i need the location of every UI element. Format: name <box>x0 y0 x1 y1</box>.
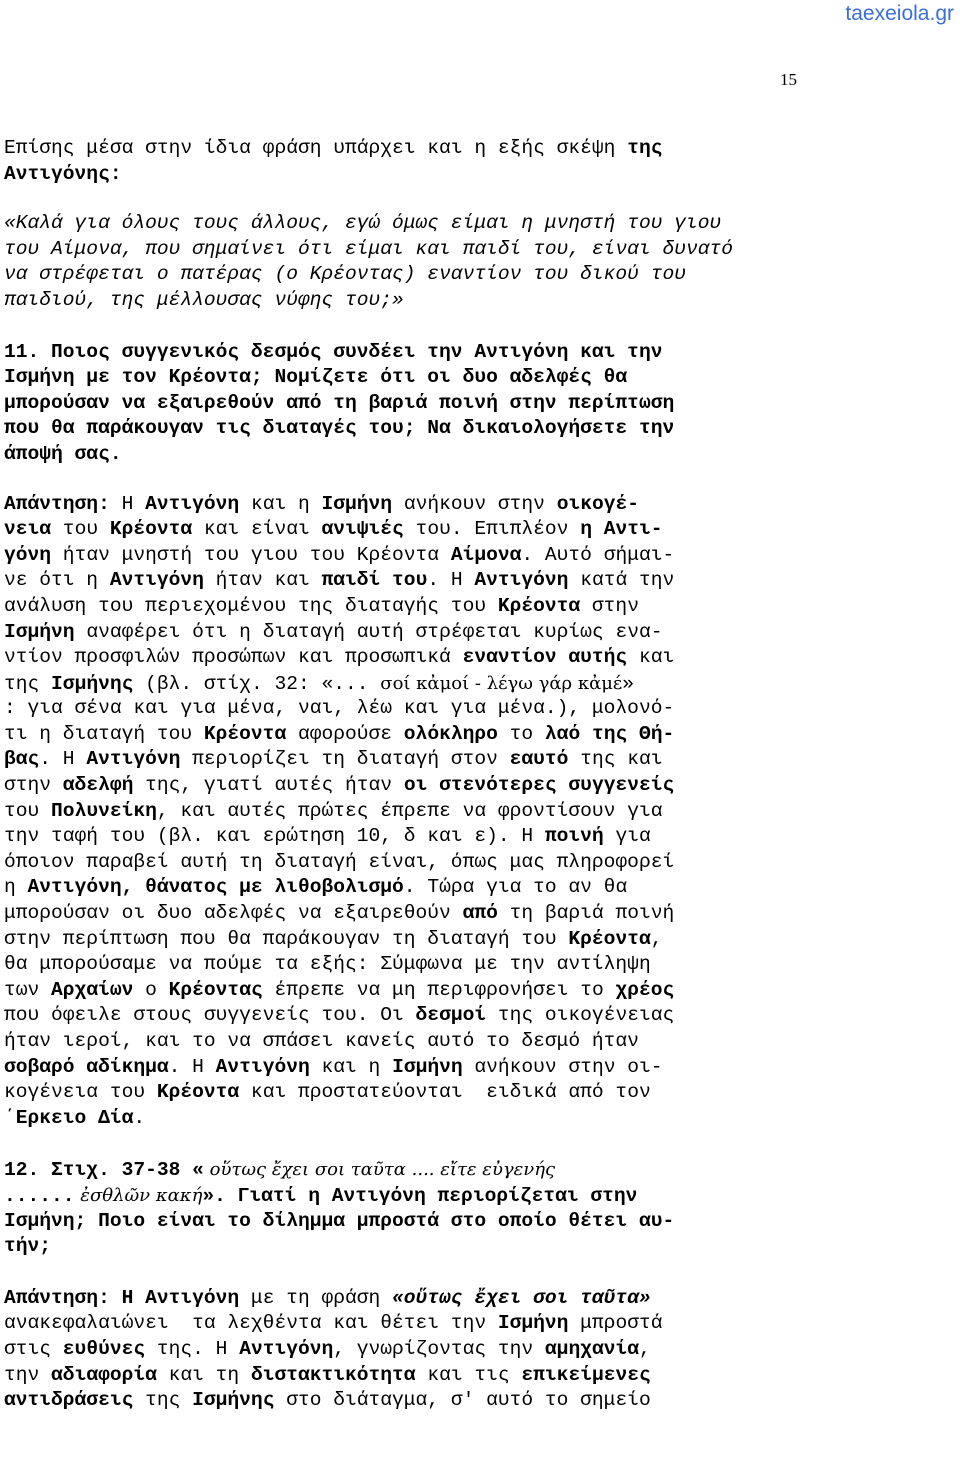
text-line <box>4 671 796 697</box>
text-line <box>4 799 796 825</box>
text-run: «οὕτως ἔχει σοι ταῦτα» <box>392 1286 651 1309</box>
text-run: στην <box>580 594 639 617</box>
text-run: Αντιγόνη <box>474 569 569 592</box>
text-run: οικογέ- <box>556 492 639 515</box>
text-run: χρέος <box>615 978 675 1001</box>
text-run: γόνη <box>4 543 52 566</box>
text-line <box>4 824 796 850</box>
text-run: Ισμήνη με τον Κρέοντα; Νομίζετε ότι οι δυο αδελφές θα <box>4 366 628 389</box>
text-line <box>4 442 796 468</box>
text-line <box>4 1106 796 1132</box>
text-run: και <box>627 646 675 669</box>
text-run: παιδί του <box>321 569 428 592</box>
text-run: και η <box>309 1055 393 1078</box>
text-run: στην περίπτωση που θα παράκουγαν τη διαταγή του <box>4 927 569 950</box>
text-run: της <box>4 672 52 695</box>
text-run: Ισμήνη <box>4 620 75 643</box>
text-run: δεσμοί <box>415 1004 487 1027</box>
text-run: της <box>627 137 663 159</box>
text-run: , γνωρίζοντας την <box>333 1337 545 1360</box>
text-line <box>4 773 796 799</box>
text-run: και προστατεύονται ειδικά από τον <box>239 1081 651 1104</box>
text-line <box>4 747 796 773</box>
text-run: λαό της Θή- <box>544 722 675 745</box>
text-run: κατά την <box>568 569 675 592</box>
text-run: . Αυτό σήμαι- <box>521 543 675 566</box>
text-run: νεια <box>4 518 52 541</box>
text-run: του <box>4 799 52 822</box>
text-line <box>4 1183 796 1209</box>
text-run: του. Επιπλέον <box>403 518 581 541</box>
text-run: Αντιγόνης: <box>4 162 122 185</box>
text-line <box>4 543 796 569</box>
text-line <box>4 340 796 366</box>
text-run: στην <box>4 774 63 797</box>
text-run: περιορίζει τη διαταγή στον <box>180 748 510 771</box>
text-line <box>4 901 796 927</box>
text-run: ανάλυση του περιεχομένου της διαταγής του <box>4 594 498 617</box>
text-line <box>4 162 796 188</box>
text-run: «Καλά για όλους τους άλλους, εγώ όμως είμαι η μνηστή του γιου <box>4 212 722 235</box>
text-run: αμηχανία <box>544 1337 639 1360</box>
text-run: ανήκουν στην <box>392 492 557 515</box>
text-run: Επίσης μέσα στην ίδια φράση υπάρχει και η εξής σκέψη <box>4 137 628 159</box>
text-run: ἐσθλῶν κακή <box>74 1184 203 1206</box>
text-run: στο διάταγμα, σ′ αυτό το σημείο <box>274 1389 651 1412</box>
text-run: εναντίον αυτής <box>462 646 628 669</box>
text-run: Αντιγόνη <box>109 569 204 592</box>
text-line <box>4 1234 796 1260</box>
text-run: των <box>4 978 52 1001</box>
text-run: Αντιγόνη <box>86 748 181 771</box>
text-run: κογένεια του <box>4 1081 157 1104</box>
text-run: . <box>133 1106 146 1129</box>
text-line <box>4 722 796 748</box>
text-run: της. Η <box>145 1337 240 1360</box>
text-run: : για σένα και για μένα, ναι, λέω και για μένα.), μολονό- <box>4 697 675 720</box>
text-run: της, γιατί αυτές ήταν <box>133 774 404 797</box>
text-run: και είναι <box>192 518 322 541</box>
text-run: του <box>51 518 110 541</box>
text-run: που όφειλε στους συγγενείς του. Οι <box>4 1004 416 1027</box>
text-run: . Η <box>168 1055 216 1078</box>
text-run: επικείμενες <box>521 1363 651 1386</box>
text-run: βας <box>4 748 40 771</box>
text-run: Κρέοντα <box>497 594 581 617</box>
text-run: να στρέφεται ο πατέρας (ο Κρέοντας) εναντίον του δικού του <box>4 263 686 286</box>
text-run: νε ότι η <box>4 569 110 592</box>
text-line <box>4 136 796 162</box>
text-line <box>4 1388 796 1414</box>
text-run: Απάντηση: Η Αντιγόνη <box>4 1286 240 1309</box>
text-run: Ισμήνη; Ποιο είναι το δίλημμα μπροστά στο οποίο θέτει αυ- <box>4 1209 675 1232</box>
text-run: , και αυτές πρώτες έπρεπε να φροντίσουν για <box>156 799 663 822</box>
text-run: (βλ. στίχ. 32: «... <box>133 672 381 695</box>
text-run: ευθύνες <box>62 1337 146 1360</box>
text-line <box>4 1029 796 1055</box>
text-line <box>4 850 796 876</box>
text-line <box>4 517 796 543</box>
text-run: της και <box>568 748 663 771</box>
text-run: σοβαρό αδίκημα <box>4 1055 169 1078</box>
text-run: Αντιγόνη <box>145 492 240 515</box>
text-run: . Η <box>427 569 475 592</box>
text-line <box>4 952 796 978</box>
text-line <box>4 594 796 620</box>
page-number: 15 <box>780 70 797 89</box>
text-run: Αρχαίων <box>51 978 134 1001</box>
text-run: ανήκουν στην οι- <box>462 1055 663 1078</box>
text-run: ...... <box>4 1184 75 1207</box>
paragraph-gap <box>4 1131 796 1157</box>
text-run: ποινή <box>544 825 604 848</box>
text-run: Κρέοντας <box>168 978 263 1001</box>
text-run: σοί κἀμοί - λέγω γάρ κἀμέ <box>380 672 623 694</box>
text-line <box>4 391 796 417</box>
text-run: αφορούσε <box>286 722 404 745</box>
text-run: 12. Στιχ. 37-38 « <box>4 1159 204 1182</box>
text-line <box>4 416 796 442</box>
text-run: Κρέοντα <box>568 927 651 950</box>
text-run: Ισμήνης <box>192 1389 275 1412</box>
text-run: αντιδράσεις <box>4 1389 134 1412</box>
text-run: έπρεπε να μη περιφρονήσει το <box>262 978 616 1001</box>
text-run: ». Γιατί η Αντιγόνη περιορίζεται στην <box>202 1184 638 1207</box>
text-run: τήν; <box>4 1235 52 1258</box>
text-line <box>4 978 796 1004</box>
text-run: μπορούσαν οι δυο αδελφές να εξαιρεθούν <box>4 902 463 925</box>
text-run: ήταν μνηστή του γιου του Κρέοντα <box>51 543 451 566</box>
text-run: στις <box>4 1337 63 1360</box>
text-run: ολόκληρο <box>403 722 498 745</box>
text-run: μπορούσαν να εξαιρεθούν από τη βαριά ποινή στην περίπτωση <box>4 391 675 414</box>
text-line <box>4 1003 796 1029</box>
paragraph-gap <box>4 468 796 492</box>
text-run: Πολυνείκη <box>51 799 157 822</box>
text-run: , <box>639 1337 651 1360</box>
text-run: παιδιού, της μέλλουσας νύφης του;» <box>4 288 404 311</box>
text-line <box>4 1363 796 1389</box>
text-run: οὕτως ἔχει σοι ταῦτα .... εἴτε εὐγενής <box>203 1159 556 1181</box>
text-run: με τη φράση <box>239 1286 393 1309</box>
text-run: ήταν ιεροί, και το να σπάσει κανείς αυτό το δεσμό ήταν <box>4 1030 639 1052</box>
text-run: που θα παράκουγαν τις διαταγές του; Να δικαιολογήσετε την <box>4 417 675 440</box>
text-run: άποψή σας. <box>4 442 122 465</box>
text-run: η <box>4 876 28 899</box>
text-run: Ερκειο Δία <box>15 1106 134 1129</box>
text-run: Ισμήνη <box>497 1312 569 1335</box>
text-run: ανιψιές <box>321 518 404 541</box>
text-run: Αντιγόνη, θάνατος με λιθοβολισμό <box>27 876 404 899</box>
text-line <box>4 1337 796 1363</box>
text-line <box>4 1209 796 1235</box>
text-run: αδιαφορία <box>51 1363 157 1386</box>
paragraph-gap <box>4 314 796 340</box>
text-run: , <box>650 927 663 950</box>
text-line <box>4 492 796 518</box>
text-run: όποιον παραβεί αυτή τη διαταγή είναι, όπως μας πληροφορεί <box>4 850 675 873</box>
text-run: Ισμήνης <box>51 672 134 695</box>
text-run: διστακτικότητα <box>250 1363 416 1386</box>
text-run: Κρέοντα <box>109 518 193 541</box>
text-run: . Η <box>39 748 87 771</box>
text-run: μπροστά <box>568 1312 663 1335</box>
text-run: θα μπορούσαμε να πούμε τα εξής: Σύμφωνα με την αντίληψη <box>4 953 651 976</box>
text-run: Ισμήνη <box>392 1055 463 1078</box>
text-run: 11. Ποιος συγγενικός δεσμός συνδέει την Αντιγόνη και την <box>4 340 663 363</box>
text-run: Η <box>109 492 146 515</box>
text-line <box>4 211 796 237</box>
text-run: της οικογένειας <box>486 1004 675 1027</box>
text-run: Αντιγόνη <box>239 1337 334 1360</box>
text-run: η Αντι- <box>580 518 663 541</box>
text-line <box>4 620 796 646</box>
text-line <box>4 237 796 263</box>
text-line <box>4 365 796 391</box>
text-run: Αίμονα <box>450 543 522 566</box>
text-run: και η <box>239 492 322 515</box>
text-run: Απάντηση: <box>4 492 110 515</box>
text-run: αναφέρει ότι η διαταγή αυτή στρέφεται κυρίως ενα- <box>74 620 663 643</box>
text-run: ήταν και <box>203 569 322 592</box>
text-run: την <box>4 1363 52 1386</box>
text-run: Αντιγόνη <box>215 1055 310 1078</box>
text-run: αδελφή <box>62 774 134 797</box>
text-run: » <box>622 672 635 695</box>
text-line <box>4 568 796 594</box>
text-line <box>4 288 796 314</box>
text-line <box>4 262 796 288</box>
text-run: Κρέοντα <box>156 1081 240 1104</box>
paragraph-gap <box>4 187 796 211</box>
text-run: και τη <box>156 1363 251 1386</box>
paragraph-gap <box>4 1260 796 1286</box>
text-run: οι στενότερες συγγενείς <box>403 774 675 797</box>
text-run: Ισμήνη <box>321 492 393 515</box>
text-run: για <box>603 825 651 848</box>
text-run: τη βαριά ποινή <box>497 902 675 925</box>
text-line <box>4 1311 796 1337</box>
text-run: και τις <box>415 1363 522 1386</box>
text-run: την ταφή του (βλ. και ερώτηση 10, δ και ε). Η <box>4 825 545 848</box>
text-line <box>4 1055 796 1081</box>
document-body <box>4 136 796 1414</box>
text-run: ΄ <box>4 1106 16 1129</box>
text-run: εαυτό <box>509 748 569 771</box>
text-run: ντίον προσφιλών προσώπων και προσωπικά <box>4 646 463 669</box>
text-run: Κρέοντα <box>203 722 287 745</box>
text-line <box>4 645 796 671</box>
text-run: . Τώρα για το αν θα <box>403 876 628 899</box>
text-line <box>4 1286 796 1312</box>
text-run: από <box>462 902 498 925</box>
text-run: της <box>133 1389 193 1412</box>
text-line <box>4 927 796 953</box>
text-run: ανακεφαλαιώνει τα λεχθέντα και θέτει την <box>4 1312 498 1335</box>
text-run: του Αίμονα, που σημαίνει ότι είμαι και παιδί του, είναι δυνατό <box>4 237 734 260</box>
text-line <box>4 1157 796 1183</box>
text-run: το <box>497 722 545 745</box>
text-line <box>4 1080 796 1106</box>
text-run: τι η διαταγή του <box>4 722 204 745</box>
text-line <box>4 696 796 722</box>
site-watermark[interactable]: taexeiola.gr <box>845 2 954 25</box>
text-line <box>4 875 796 901</box>
text-run: ο <box>133 978 169 1001</box>
